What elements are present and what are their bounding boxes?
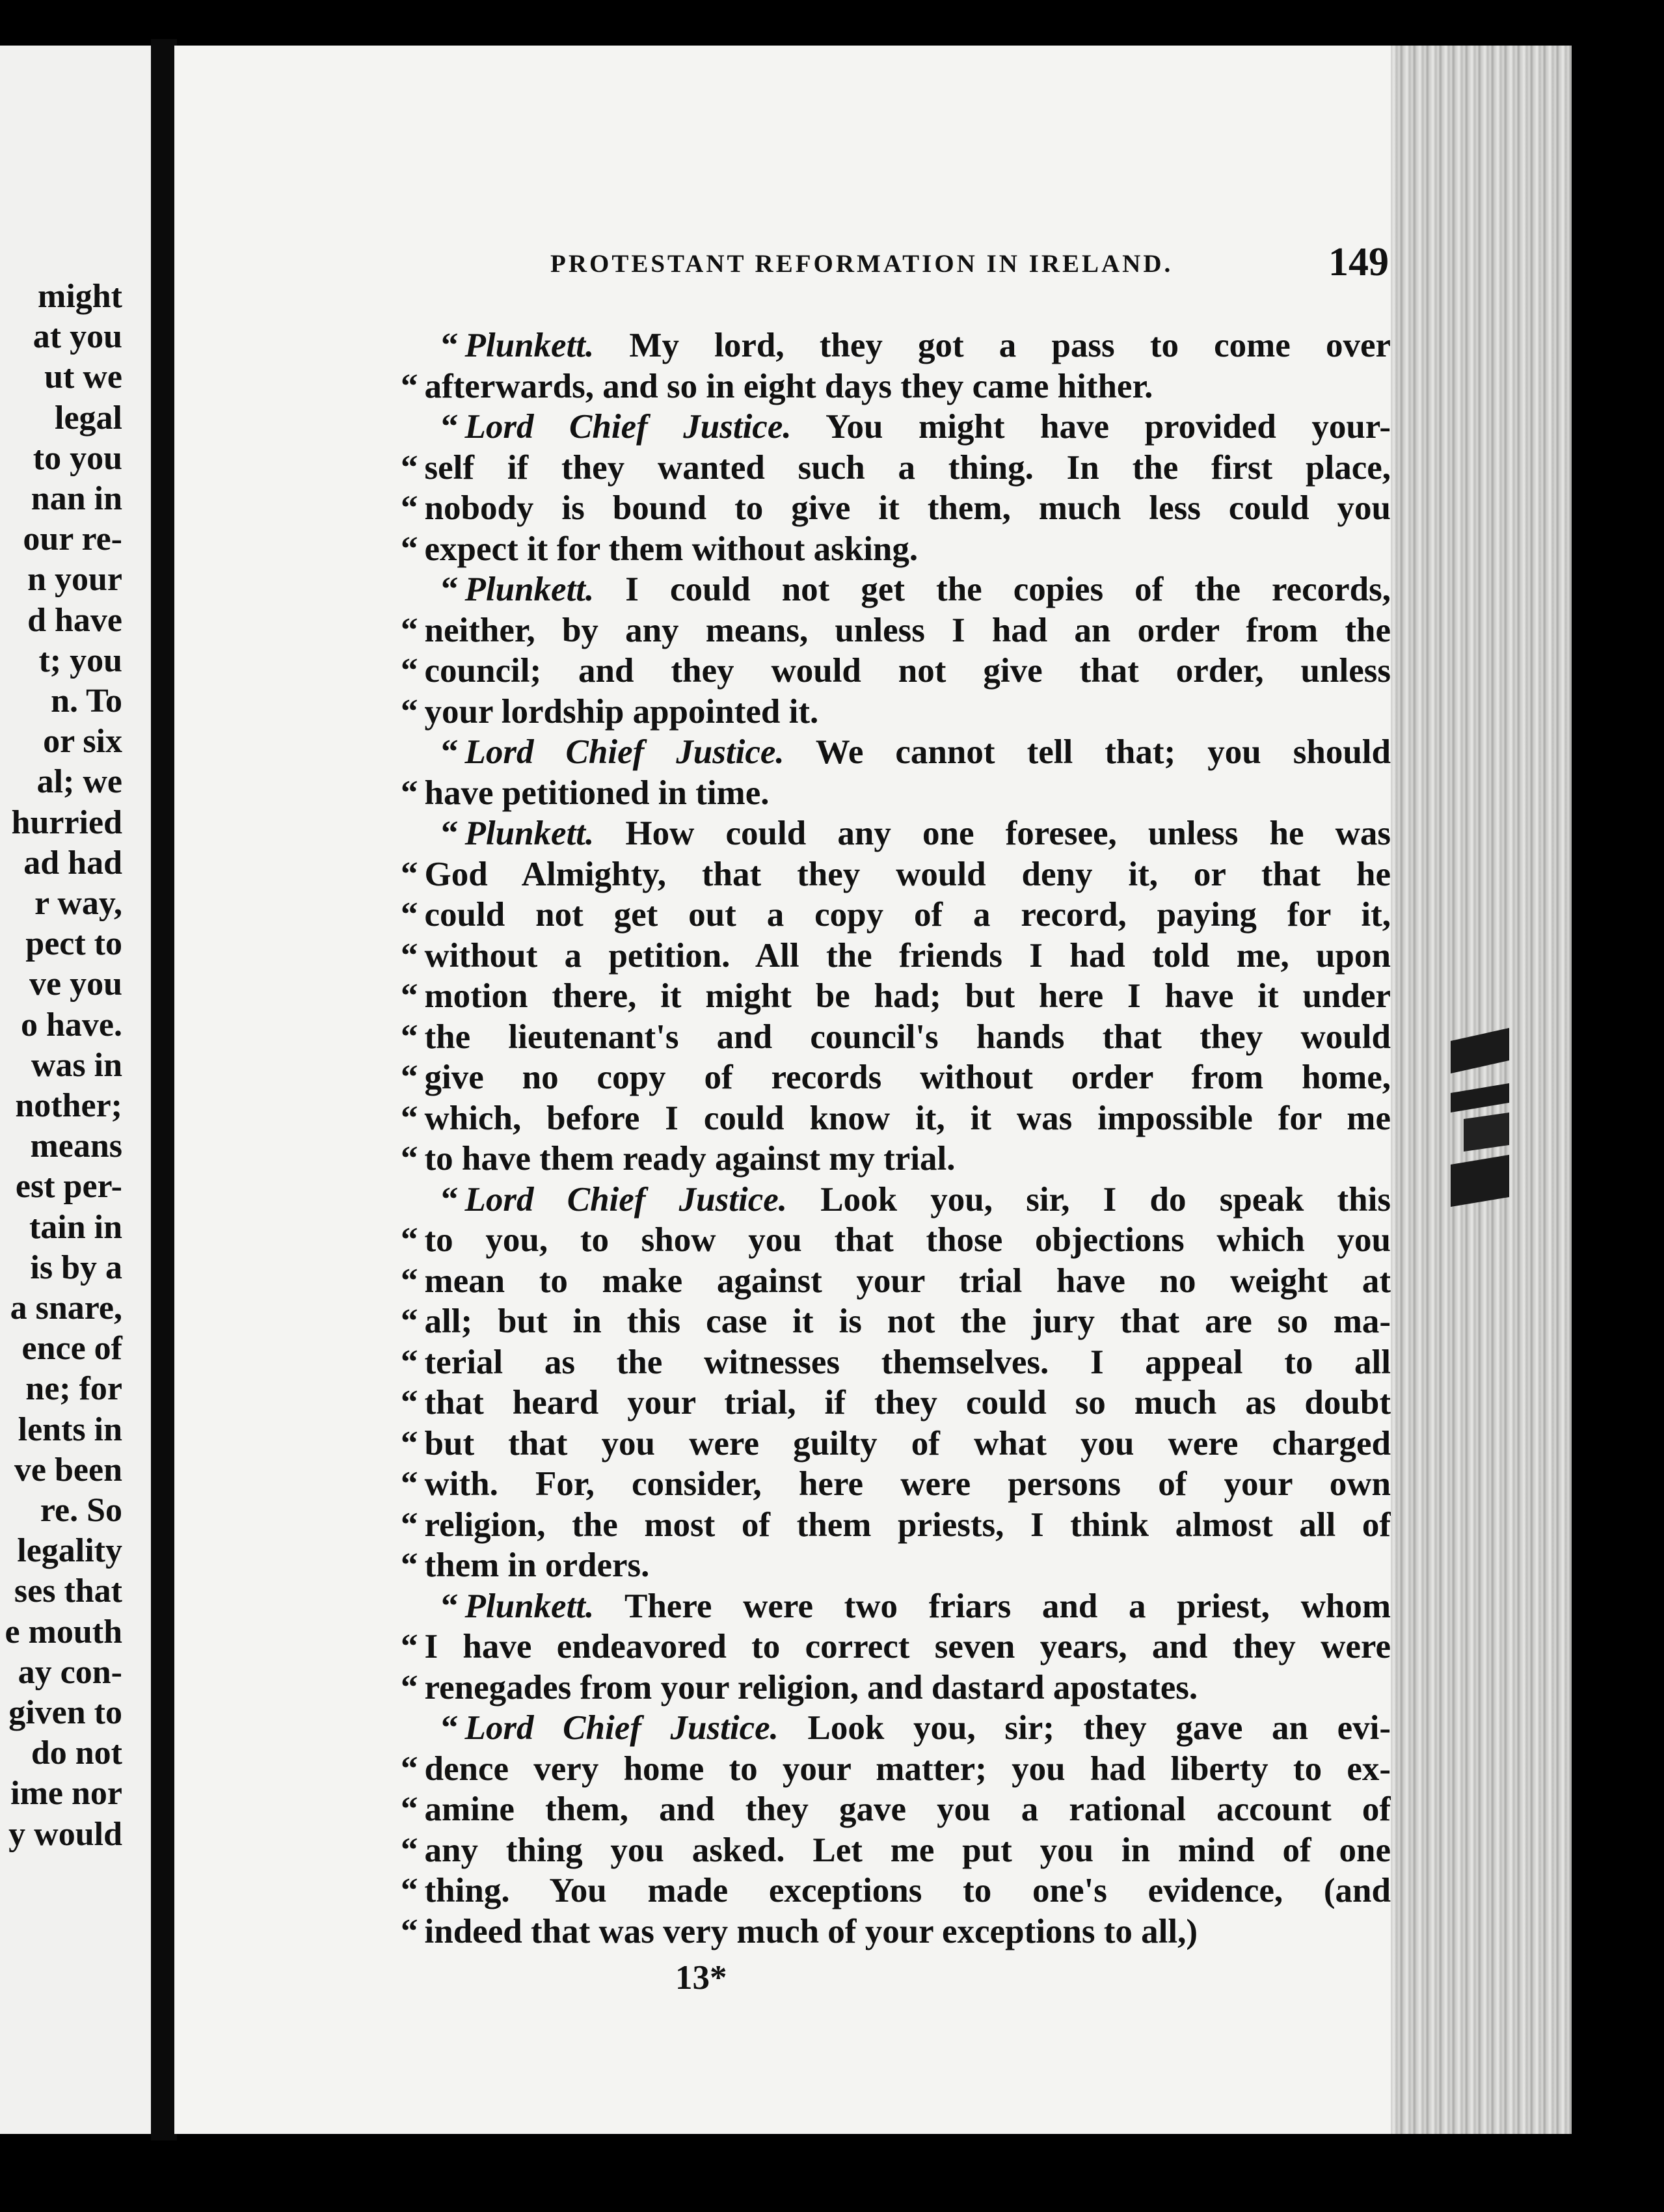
- left-page-fragment: ime nor: [10, 1775, 122, 1813]
- open-quote: “: [401, 367, 418, 405]
- left-page-fragment: est per-: [15, 1168, 122, 1206]
- left-page-fragment: ve been: [14, 1451, 122, 1489]
- text-line: [401, 488, 1391, 529]
- left-page-fragment: legality: [17, 1532, 122, 1570]
- line-text: mean to make against your trial have no weight at: [424, 1261, 1391, 1300]
- left-page-fragment: o have.: [21, 1006, 122, 1044]
- line-text: My lord, they got a pass to come over: [594, 327, 1391, 364]
- text-line: [401, 895, 1391, 936]
- open-quote: “: [401, 1099, 418, 1137]
- line-text: your lordship appointed it.: [424, 692, 819, 731]
- left-page-fragment: ay con-: [18, 1653, 122, 1691]
- speaker-name: Lord Chief Justice.: [464, 408, 792, 446]
- speaker-name: Plunkett.: [464, 327, 595, 364]
- left-page-fragment: our re-: [23, 520, 122, 558]
- text-line: [401, 529, 1391, 570]
- open-quote: “: [401, 1872, 418, 1909]
- left-page-fragment: lents in: [18, 1410, 122, 1448]
- text-line: [401, 1464, 1391, 1505]
- open-quote: “: [441, 1587, 459, 1625]
- left-page-fragment: ne; for: [25, 1370, 122, 1408]
- line-text: could not get out a copy of a record, paying for it,: [424, 896, 1391, 934]
- line-text: Look you, sir; they gave an evi-: [778, 1709, 1391, 1747]
- left-page-fragment: r way,: [34, 885, 122, 922]
- line-text: them in orders.: [424, 1546, 650, 1584]
- left-page-fragment: ses that: [14, 1572, 122, 1610]
- left-page-fragment: tain in: [29, 1208, 122, 1246]
- left-facing-page: [0, 46, 151, 2134]
- left-page-fragment: means: [30, 1127, 122, 1165]
- text-line: [401, 1423, 1391, 1464]
- line-text: give no copy of records without order from home,: [424, 1059, 1391, 1096]
- line-text: that heard your trial, if they could so much as doubt: [424, 1384, 1391, 1422]
- left-page-fragment: y would: [8, 1815, 122, 1853]
- book-gutter: [151, 39, 177, 2140]
- open-quote: “: [401, 896, 418, 934]
- left-page-fragment: ence of: [21, 1330, 122, 1368]
- text-line: [401, 569, 1391, 610]
- left-page-fragment: a snare,: [10, 1289, 122, 1327]
- open-quote: “: [401, 936, 418, 975]
- text-line: [401, 1220, 1391, 1261]
- text-line: [401, 1870, 1391, 1911]
- open-quote: “: [401, 774, 418, 812]
- line-text: neither, by any means, unless I had an order from the: [424, 611, 1391, 649]
- page-number: 149: [1328, 240, 1389, 284]
- line-text: religion, the most of them priests, I think almost all of: [424, 1505, 1391, 1544]
- text-line: [401, 325, 1391, 366]
- text-line: [401, 407, 1391, 448]
- text-line: [401, 1749, 1391, 1790]
- line-text: dence very home to your matter; you had liberty to ex-: [424, 1749, 1391, 1788]
- open-quote: “: [401, 530, 418, 568]
- line-text: How could any one foresee, unless he was: [594, 815, 1391, 852]
- line-text: You might have provided your-: [791, 408, 1391, 446]
- line-text: but that you were guilty of what you were charged: [424, 1424, 1391, 1463]
- text-line: [401, 1708, 1391, 1749]
- text-line: [401, 1301, 1391, 1342]
- open-quote: “: [401, 977, 418, 1015]
- speaker-name: Plunkett.: [464, 571, 595, 608]
- text-line: [401, 692, 1391, 733]
- line-text: have petitioned in time.: [424, 774, 770, 812]
- open-quote: “: [401, 1831, 418, 1869]
- text-line: [401, 651, 1391, 692]
- line-text: God Almighty, that they would deny it, or that he: [424, 855, 1391, 893]
- page-edges: [1391, 46, 1572, 2134]
- left-page-fragment: to you: [33, 439, 122, 477]
- open-quote: “: [401, 855, 418, 893]
- line-text: We cannot tell that; you should: [784, 733, 1391, 771]
- line-text: terial as the witnesses themselves. I appeal to all: [424, 1343, 1391, 1381]
- running-header: PROTESTANT REFORMATION IN IRELAND.: [550, 250, 1174, 278]
- text-line: [401, 1139, 1391, 1180]
- left-page-fragment: nan in: [31, 480, 122, 517]
- open-quote: “: [401, 1140, 418, 1178]
- open-quote: “: [401, 1790, 418, 1828]
- text-line: [401, 1382, 1391, 1423]
- line-text: the lieutenant's and council's hands that they would: [424, 1018, 1391, 1056]
- left-page-fragment: hurried: [11, 803, 122, 841]
- text-line: [401, 1545, 1391, 1586]
- open-quote: “: [441, 733, 459, 771]
- edge-stamp-mark: [1438, 1021, 1522, 1210]
- line-text: nobody is bound to give it them, much less could you: [424, 489, 1391, 527]
- left-page-fragment: nother;: [15, 1087, 122, 1124]
- text-line: [401, 1342, 1391, 1383]
- open-quote: “: [401, 1018, 418, 1056]
- text-line: [401, 773, 1391, 814]
- open-quote: “: [401, 1505, 418, 1544]
- open-quote: “: [401, 1546, 418, 1584]
- text-line: [401, 1830, 1391, 1871]
- text-line: [401, 1057, 1391, 1098]
- open-quote: “: [401, 1221, 418, 1259]
- line-text: self if they wanted such a thing. In the first place,: [424, 448, 1391, 487]
- text-line: [401, 1098, 1391, 1139]
- text-line: [401, 1626, 1391, 1667]
- line-text: council; and they would not give that order, unless: [424, 652, 1391, 690]
- open-quote: “: [401, 692, 418, 731]
- text-line: [401, 1017, 1391, 1058]
- open-quote: “: [441, 571, 459, 608]
- line-text: motion there, it might be had; but here I have it under: [424, 977, 1391, 1015]
- open-quote: “: [401, 611, 418, 649]
- text-line: [401, 936, 1391, 977]
- text-line: [401, 1667, 1391, 1708]
- line-text: with. For, consider, here were persons of your own: [424, 1465, 1391, 1503]
- text-line: [401, 854, 1391, 895]
- left-page-fragment: ut we: [44, 358, 122, 396]
- open-quote: “: [441, 327, 459, 364]
- line-text: thing. You made exceptions to one's evidence, (and: [424, 1872, 1391, 1909]
- line-text: indeed that was very much of your exceptions to all,): [424, 1912, 1198, 1950]
- left-page-fragment: n. To: [51, 682, 122, 720]
- left-page-fragment: do not: [31, 1734, 122, 1772]
- line-text: expect it for them without asking.: [424, 530, 919, 568]
- line-text: amine them, and they gave you a rational account of: [424, 1790, 1391, 1828]
- open-quote: “: [401, 489, 418, 527]
- left-page-fragment: e mouth: [5, 1613, 122, 1651]
- text-line: [401, 610, 1391, 651]
- open-quote: “: [401, 1424, 418, 1463]
- open-quote: “: [401, 1261, 418, 1300]
- text-line: [401, 813, 1391, 854]
- left-page-fragment: legal: [55, 399, 122, 437]
- line-text: renegades from your religion, and dastard apostates.: [424, 1668, 1198, 1706]
- open-quote: “: [401, 1384, 418, 1422]
- scan-border: [1572, 0, 1664, 2212]
- left-page-fragment: at you: [33, 318, 122, 356]
- line-text: all; but in this case it is not the jury that are so ma-: [424, 1302, 1391, 1340]
- left-page-fragment: ad had: [23, 844, 122, 882]
- left-page-fragment: d have: [27, 601, 122, 639]
- body-text: [401, 325, 1391, 1952]
- line-text: I could not get the copies of the records,: [594, 571, 1391, 608]
- left-page-fragment: given to: [8, 1694, 122, 1731]
- open-quote: “: [401, 652, 418, 690]
- line-text: Look you, sir, I do speak this: [787, 1180, 1391, 1219]
- text-line: [401, 976, 1391, 1017]
- left-page-fragment: might: [38, 278, 122, 315]
- text-line: [401, 366, 1391, 407]
- open-quote: “: [401, 1668, 418, 1706]
- left-page-fragment: is by a: [30, 1248, 122, 1286]
- open-quote: “: [401, 1302, 418, 1340]
- open-quote: “: [401, 1912, 418, 1950]
- open-quote: “: [441, 1180, 459, 1219]
- text-line: [401, 1261, 1391, 1302]
- open-quote: “: [401, 1059, 418, 1096]
- speaker-name: Plunkett.: [464, 815, 595, 852]
- speaker-name: Plunkett.: [464, 1587, 595, 1625]
- line-text: to have them ready against my trial.: [424, 1140, 956, 1178]
- text-line: [401, 448, 1391, 489]
- left-page-fragment: was in: [31, 1046, 122, 1084]
- speaker-name: Lord Chief Justice.: [464, 1709, 779, 1747]
- text-line: [401, 1586, 1391, 1627]
- open-quote: “: [401, 448, 418, 487]
- line-text: There were two friars and a priest, whom: [594, 1587, 1391, 1625]
- book-page: [174, 46, 1391, 2134]
- left-page-fragment: n your: [27, 561, 122, 599]
- open-quote: “: [401, 1465, 418, 1503]
- open-quote: “: [441, 815, 459, 852]
- open-quote: “: [401, 1749, 418, 1788]
- open-quote: “: [401, 1343, 418, 1381]
- left-page-fragment: or six: [43, 723, 122, 761]
- text-line: [401, 1180, 1391, 1221]
- line-text: to you, to show you that those objections which you: [424, 1221, 1391, 1259]
- speaker-name: Lord Chief Justice.: [464, 1180, 788, 1219]
- line-text: which, before I could know it, it was impossible for me: [424, 1099, 1391, 1137]
- text-line: [401, 732, 1391, 773]
- line-text: afterwards, and so in eight days they came hither.: [424, 367, 1153, 405]
- signature-mark: 13*: [675, 1959, 727, 1997]
- text-line: [401, 1911, 1391, 1952]
- line-text: without a petition. All the friends I had told me, upon: [424, 936, 1391, 975]
- text-line: [401, 1789, 1391, 1830]
- open-quote: “: [441, 1709, 459, 1747]
- open-quote: “: [401, 1628, 418, 1666]
- left-page-fragment: al; we: [36, 763, 122, 801]
- text-line: [401, 1505, 1391, 1546]
- speaker-name: Lord Chief Justice.: [464, 733, 785, 771]
- left-page-fragment: re. So: [40, 1492, 122, 1529]
- line-text: I have endeavored to correct seven years, and they were: [424, 1628, 1391, 1666]
- left-page-fragment: ve you: [29, 965, 122, 1003]
- left-page-fragment: pect to: [25, 925, 122, 963]
- line-text: any thing you asked. Let me put you in mind of one: [424, 1831, 1391, 1869]
- open-quote: “: [441, 408, 459, 446]
- left-page-fragment: t; you: [38, 641, 122, 679]
